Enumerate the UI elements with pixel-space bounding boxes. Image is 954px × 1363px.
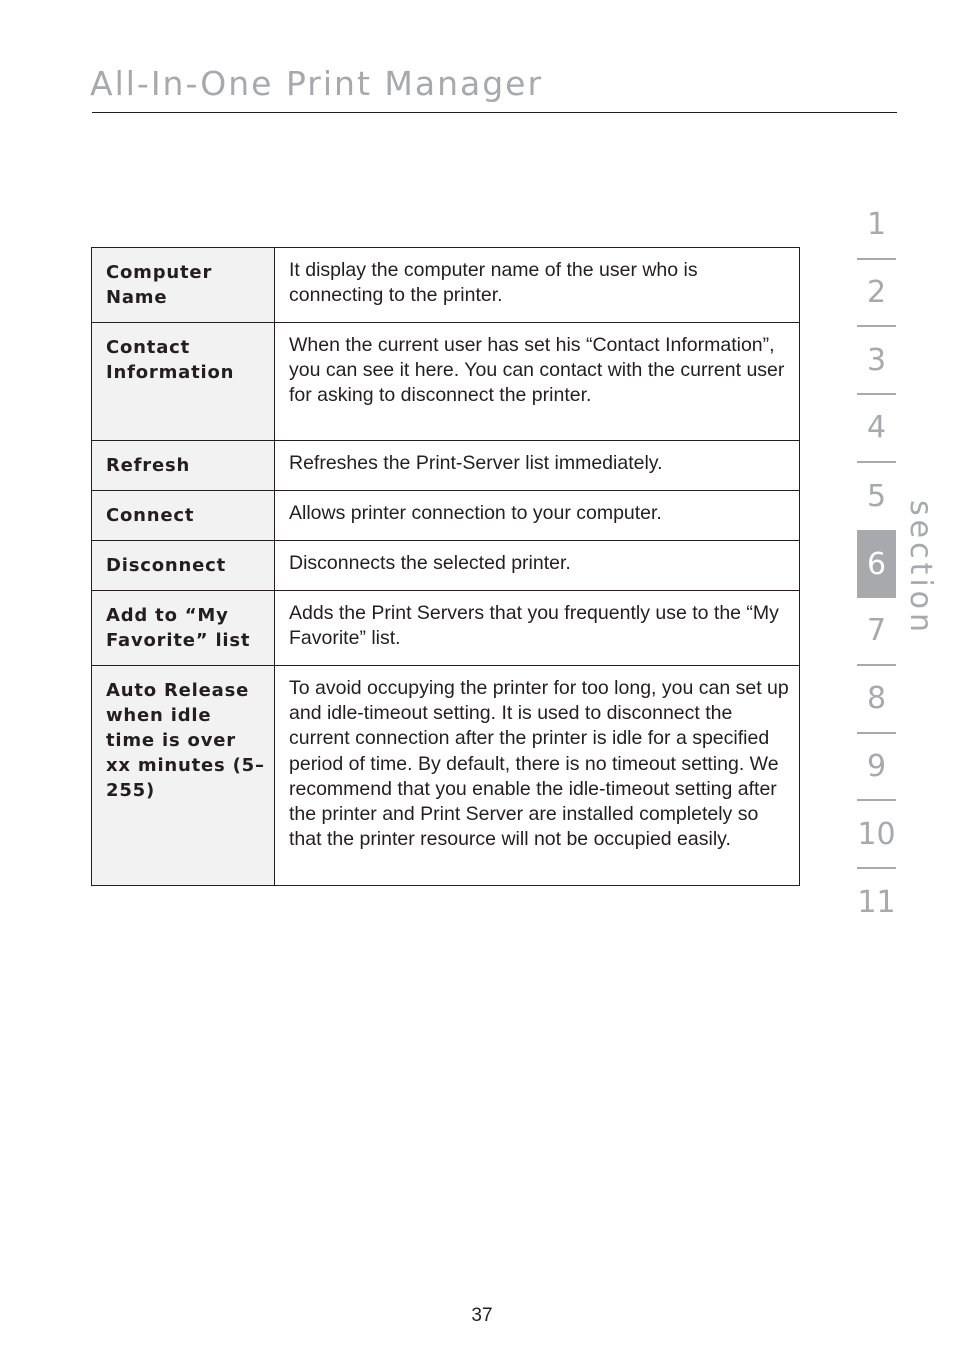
table-row <box>92 541 800 591</box>
table-row <box>92 441 800 491</box>
term-cell: Refresh <box>92 441 275 491</box>
section-label: section <box>903 500 938 637</box>
table-row <box>92 491 800 541</box>
section-index <box>857 192 896 937</box>
description-cell: To avoid occupying the printer for too long, you can set up and idle-timeout setting. It is used to disconnect the current connection after the printer is idle for a specified period of time. By default, there is no timeout setting. We recommend that you enable the idle-timeout setting after the printer and Print Server are installed completely so that the printer resource will not be occupied easily. <box>275 666 800 886</box>
term-cell: Computer Name <box>92 248 275 323</box>
section-number: 5 <box>866 479 887 515</box>
description-cell: Refreshes the Print-Server list immediately. <box>275 441 800 491</box>
section-number: 11 <box>857 885 896 921</box>
description-cell: It display the computer name of the user who is connecting to the printer. <box>275 248 800 323</box>
table-row <box>92 591 800 666</box>
page-number: 37 <box>471 1305 493 1326</box>
section-number-active: 6 <box>857 530 896 598</box>
header-divider <box>92 112 897 113</box>
section-number: 2 <box>857 260 896 328</box>
section-number: 1 <box>857 192 896 260</box>
description-cell: Disconnects the selected printer. <box>275 541 800 591</box>
feature-table <box>91 247 800 886</box>
description-cell: Allows printer connection to your computer. <box>275 491 800 541</box>
section-number: 7 <box>857 598 896 666</box>
section-number: 10 <box>857 801 896 869</box>
table-row <box>92 248 800 323</box>
term-cell: Contact Information <box>92 323 275 441</box>
page-title: All-In-One Print Manager <box>90 64 544 103</box>
table-row <box>92 323 800 441</box>
section-number: 3 <box>857 327 896 395</box>
table-row <box>92 666 800 886</box>
term-cell: Connect <box>92 491 275 541</box>
term-cell: Disconnect <box>92 541 275 591</box>
section-number: 4 <box>857 395 896 463</box>
section-number: 9 <box>857 734 896 802</box>
section-number: 8 <box>857 666 896 734</box>
term-cell: Auto Release when idle time is over xx minutes (5–255) <box>92 666 275 886</box>
term-cell: Add to “My Favorite” list <box>92 591 275 666</box>
description-cell: Adds the Print Servers that you frequently use to the “My Favorite” list. <box>275 591 800 666</box>
description-cell: When the current user has set his “Contact Information”, you can see it here. You can contact with the current user for asking to disconnect the printer. <box>275 323 800 441</box>
